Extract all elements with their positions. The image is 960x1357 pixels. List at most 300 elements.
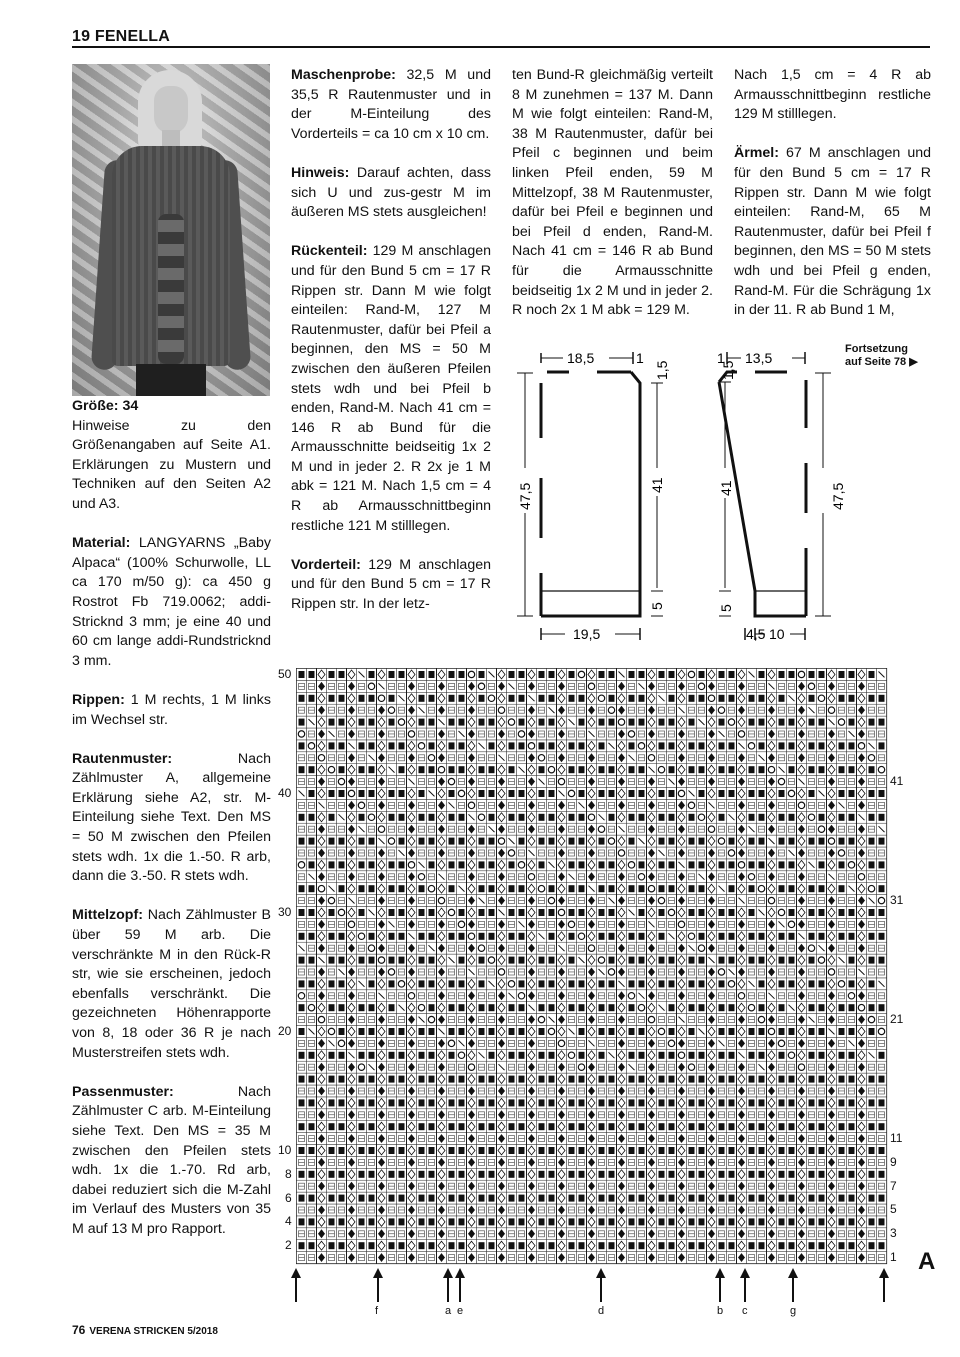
chart-cell — [507, 788, 517, 800]
chart-cell — [797, 716, 807, 728]
chart-cell — [627, 1073, 637, 1085]
chart-cell — [747, 776, 757, 788]
chart-cell — [537, 859, 547, 871]
chart-cell — [737, 966, 747, 978]
chart-cell — [517, 799, 527, 811]
chart-cell — [717, 716, 727, 728]
chart-cell — [697, 895, 707, 907]
chart-cell — [457, 907, 467, 919]
chart-cell — [787, 895, 797, 907]
chart-cell — [817, 669, 827, 681]
chart-cell — [497, 704, 507, 716]
chart-cell — [587, 1061, 597, 1073]
chart-cell — [507, 954, 517, 966]
chart-cell — [687, 918, 697, 930]
chart-cell — [747, 930, 757, 942]
chart-cell — [817, 930, 827, 942]
chart-cell — [457, 942, 467, 954]
chart-cell — [427, 669, 437, 681]
chart-cell — [547, 918, 557, 930]
chart-cell — [567, 1145, 577, 1157]
chart-cell — [757, 966, 767, 978]
chart-cell — [367, 823, 377, 835]
chart-cell — [487, 1252, 497, 1264]
chart-cell — [607, 823, 617, 835]
chart-cell — [867, 966, 877, 978]
chart-cell — [397, 895, 407, 907]
chart-cell — [597, 788, 607, 800]
chart-cell — [297, 1097, 307, 1109]
chart-cell — [707, 811, 717, 823]
chart-cell — [327, 1073, 337, 1085]
chart-cell — [537, 1002, 547, 1014]
chart-cell — [507, 752, 517, 764]
chart-cell — [487, 740, 497, 752]
chart-cell — [567, 942, 577, 954]
chart-cell — [617, 859, 627, 871]
chart-cell — [597, 1228, 607, 1240]
chart-cell — [437, 799, 447, 811]
chart-cell — [817, 859, 827, 871]
chart-cell — [407, 847, 417, 859]
chart-cell — [467, 1240, 477, 1252]
chart-cell — [727, 1133, 737, 1145]
chart-cell — [427, 680, 437, 692]
chart-cell — [417, 752, 427, 764]
chart-cell — [827, 1109, 837, 1121]
chart-cell — [737, 1026, 747, 1038]
chart-cell — [707, 669, 717, 681]
chart-cell — [307, 883, 317, 895]
chart-cell — [327, 1002, 337, 1014]
chart-cell — [307, 1145, 317, 1157]
chart-cell — [357, 1204, 367, 1216]
chart-cell — [807, 918, 817, 930]
chart-cell — [627, 835, 637, 847]
chart-cell — [437, 1109, 447, 1121]
chart-cell — [757, 1049, 767, 1061]
chart-cell — [837, 1168, 847, 1180]
chart-cell — [627, 907, 637, 919]
chart-cell — [517, 788, 527, 800]
chart-cell — [657, 1216, 667, 1228]
chart-cell — [317, 1109, 327, 1121]
chart-cell — [587, 704, 597, 716]
chart-cell — [857, 1073, 867, 1085]
chart-cell — [467, 942, 477, 954]
chart-cell — [797, 799, 807, 811]
chart-cell — [487, 1228, 497, 1240]
chart-cell — [337, 752, 347, 764]
chart-cell — [477, 823, 487, 835]
chart-cell — [387, 847, 397, 859]
chart-cell — [377, 1133, 387, 1145]
chart-cell — [687, 1216, 697, 1228]
chart-cell — [507, 930, 517, 942]
chart-cell — [617, 1216, 627, 1228]
chart-cell — [577, 823, 587, 835]
chart-cell — [297, 871, 307, 883]
chart-cell — [397, 728, 407, 740]
chart-cell — [457, 990, 467, 1002]
chart-cell — [637, 1061, 647, 1073]
chart-cell — [497, 1252, 507, 1264]
chart-cell — [517, 859, 527, 871]
chart-cell — [707, 1240, 717, 1252]
chart-cell — [727, 895, 737, 907]
chart-cell — [297, 1085, 307, 1097]
chart-cell — [327, 1156, 337, 1168]
chart-cell — [747, 740, 757, 752]
chart-cell — [807, 1109, 817, 1121]
chart-cell — [727, 1192, 737, 1204]
chart-cell — [367, 930, 377, 942]
chart-cell — [557, 823, 567, 835]
chart-cell — [427, 954, 437, 966]
chart-cell — [827, 764, 837, 776]
chart-cell — [687, 835, 697, 847]
chart-cell — [727, 669, 737, 681]
chart-cell — [607, 1014, 617, 1026]
chart-cell — [617, 799, 627, 811]
chart-cell — [457, 1192, 467, 1204]
chart-cell — [697, 1192, 707, 1204]
chart-cell — [527, 1097, 537, 1109]
chart-cell — [787, 1073, 797, 1085]
chart-cell — [827, 918, 837, 930]
chart-cell — [667, 680, 677, 692]
chart-cell — [587, 930, 597, 942]
chart-cell — [737, 740, 747, 752]
chart-cell — [497, 1073, 507, 1085]
chart-cell — [727, 704, 737, 716]
chart-cell — [797, 1204, 807, 1216]
chart-cell — [727, 1168, 737, 1180]
chart-cell — [877, 954, 887, 966]
chart-cell — [747, 716, 757, 728]
chart-cell — [877, 1002, 887, 1014]
chart-cell — [867, 716, 877, 728]
chart-cell — [307, 1085, 317, 1097]
chart-cell — [427, 1133, 437, 1145]
chart-cell — [327, 1180, 337, 1192]
chart-cell — [697, 704, 707, 716]
chart-cell — [847, 811, 857, 823]
chart-cell — [717, 788, 727, 800]
chart-cell — [337, 692, 347, 704]
chart-cell — [627, 728, 637, 740]
chart-cell — [637, 1026, 647, 1038]
chart-cell — [867, 1145, 877, 1157]
chart-cell — [817, 1145, 827, 1157]
chart-cell — [827, 954, 837, 966]
chart-cell — [457, 1204, 467, 1216]
chart-cell — [437, 716, 447, 728]
chart-cell — [337, 1109, 347, 1121]
chart-cell — [737, 883, 747, 895]
chart-cell — [817, 692, 827, 704]
chart-cell — [547, 930, 557, 942]
chart-cell — [637, 1121, 647, 1133]
chart-cell — [327, 954, 337, 966]
chart-cell — [447, 1180, 457, 1192]
chart-cell — [807, 704, 817, 716]
chart-cell — [347, 1192, 357, 1204]
knitting-chart-a — [296, 668, 888, 1265]
chart-cell — [527, 1109, 537, 1121]
chart-cell — [777, 1216, 787, 1228]
chart-cell — [707, 966, 717, 978]
chart-cell — [607, 1180, 617, 1192]
chart-cell — [577, 1204, 587, 1216]
chart-cell — [527, 883, 537, 895]
chart-cell — [857, 1037, 867, 1049]
chart-cell — [877, 1192, 887, 1204]
chart-cell — [837, 692, 847, 704]
chart-cell — [477, 1145, 487, 1157]
chart-cell — [777, 1180, 787, 1192]
chart-cell — [847, 1145, 857, 1157]
chart-cell — [617, 1085, 627, 1097]
chart-cell — [487, 1156, 497, 1168]
chart-cell — [837, 1240, 847, 1252]
chart-cell — [677, 752, 687, 764]
chart-cell — [847, 930, 857, 942]
chart-cell — [427, 1109, 437, 1121]
chart-cell — [497, 1156, 507, 1168]
chart-cell — [377, 799, 387, 811]
chart-cell — [357, 1097, 367, 1109]
chart-cell — [347, 740, 357, 752]
chart-cell — [577, 776, 587, 788]
chart-cell — [477, 1061, 487, 1073]
chart-cell — [717, 1156, 727, 1168]
chart-cell — [357, 990, 367, 1002]
chart-cell — [667, 990, 677, 1002]
chart-cell — [737, 1109, 747, 1121]
chart-cell — [857, 942, 867, 954]
chart-cell — [857, 859, 867, 871]
chart-cell — [737, 728, 747, 740]
chart-cell — [877, 680, 887, 692]
chart-cell — [867, 930, 877, 942]
chart-cell — [717, 907, 727, 919]
chart-cell — [427, 835, 437, 847]
chart-cell — [317, 1192, 327, 1204]
chart-cell — [327, 1085, 337, 1097]
chart-cell — [797, 895, 807, 907]
chart-cell — [427, 907, 437, 919]
chart-cell — [527, 1133, 537, 1145]
chart-cell — [297, 1061, 307, 1073]
chart-cell — [697, 859, 707, 871]
chart-cell — [667, 1252, 677, 1264]
chart-cell — [817, 823, 827, 835]
chart-cell — [847, 669, 857, 681]
chart-cell — [337, 907, 347, 919]
chart-cell — [297, 1240, 307, 1252]
chart-cell — [667, 1049, 677, 1061]
chart-cell — [867, 1252, 877, 1264]
chart-cell — [587, 1049, 597, 1061]
chart-cell — [517, 752, 527, 764]
chart-cell — [817, 1240, 827, 1252]
chart-cell — [297, 859, 307, 871]
chart-cell — [377, 1085, 387, 1097]
chart-cell — [827, 1156, 837, 1168]
chart-cell — [767, 859, 777, 871]
chart-cell — [467, 799, 477, 811]
chart-cell — [837, 930, 847, 942]
arrow-shaft — [459, 1276, 461, 1302]
chart-cell — [387, 1156, 397, 1168]
chart-cell — [777, 1168, 787, 1180]
chart-cell — [777, 1156, 787, 1168]
chart-cell — [507, 918, 517, 930]
chart-cell — [757, 847, 767, 859]
chart-cell — [607, 1168, 617, 1180]
chart-cell — [447, 1085, 457, 1097]
chart-cell — [797, 1192, 807, 1204]
chart-cell — [547, 799, 557, 811]
chart-cell — [457, 895, 467, 907]
chart-cell — [697, 1097, 707, 1109]
chart-cell — [577, 978, 587, 990]
chart-cell — [567, 740, 577, 752]
chart-cell — [307, 871, 317, 883]
chart-cell — [517, 728, 527, 740]
chart-cell — [317, 978, 327, 990]
chart-cell — [517, 1180, 527, 1192]
arrow-shaft — [719, 1276, 721, 1302]
chart-cell — [667, 1085, 677, 1097]
chart-cell — [447, 978, 457, 990]
chart-cell — [467, 978, 477, 990]
chart-cell — [577, 1085, 587, 1097]
chart-cell — [547, 1240, 557, 1252]
chart-cell — [637, 1085, 647, 1097]
chart-cell — [567, 1216, 577, 1228]
chart-cell — [657, 1014, 667, 1026]
chart-cell — [817, 895, 827, 907]
chart-cell — [457, 930, 467, 942]
chart-cell — [317, 942, 327, 954]
page-number: 76 — [72, 1323, 86, 1337]
chart-cell — [427, 1097, 437, 1109]
chart-cell — [527, 776, 537, 788]
chart-cell — [707, 942, 717, 954]
chart-cell — [407, 1037, 417, 1049]
chart-cell — [767, 930, 777, 942]
chart-cell — [667, 669, 677, 681]
chart-cell — [307, 752, 317, 764]
chart-cell — [687, 1156, 697, 1168]
chart-cell — [577, 764, 587, 776]
chart-cell — [467, 1216, 477, 1228]
chart-cell — [507, 1240, 517, 1252]
chart-cell — [407, 978, 417, 990]
chart-cell — [427, 871, 437, 883]
chart-cell — [537, 907, 547, 919]
chart-cell — [607, 847, 617, 859]
chart-cell — [347, 1168, 357, 1180]
chart-cell — [857, 883, 867, 895]
chart-cell — [637, 1073, 647, 1085]
chart-cell — [637, 1097, 647, 1109]
chart-cell — [817, 752, 827, 764]
chart-cell — [547, 1097, 557, 1109]
chart-cell — [427, 776, 437, 788]
chart-cell — [417, 907, 427, 919]
chart-cell — [637, 1156, 647, 1168]
chart-cell — [807, 1156, 817, 1168]
chart-cell — [767, 811, 777, 823]
chart-cell — [447, 859, 457, 871]
chart-cell — [587, 776, 597, 788]
passen-text: Nach Zählmuster C arb. M-Einteilung siehe Text. Den MS = 35 M zwischen den Pfeilen stets wdh. 1x die 1.-70. Rd arb, dabei reduziert sich die M-Zahl im Verlauf des Musters von 35 M auf 13 M pro Rapport. — [72, 1083, 271, 1237]
chart-cell — [517, 669, 527, 681]
chart-cell — [347, 1216, 357, 1228]
chart-cell — [557, 1145, 567, 1157]
chart-cell — [727, 728, 737, 740]
chart-cell — [507, 990, 517, 1002]
chart-cell — [587, 811, 597, 823]
chart-cell — [717, 954, 727, 966]
chart-cell — [827, 883, 837, 895]
chart-cell — [557, 907, 567, 919]
chart-cell — [797, 907, 807, 919]
chart-cell — [727, 942, 737, 954]
chart-cell — [667, 942, 677, 954]
chart-cell — [747, 1252, 757, 1264]
chart-cell — [707, 1109, 717, 1121]
chart-cell — [397, 740, 407, 752]
chart-cell — [777, 966, 787, 978]
chart-cell — [757, 680, 767, 692]
chart-cell — [667, 871, 677, 883]
chart-cell — [307, 776, 317, 788]
chart-cell — [527, 1204, 537, 1216]
chart-cell — [557, 1252, 567, 1264]
chart-cell — [507, 680, 517, 692]
chart-cell — [437, 1192, 447, 1204]
chart-cell — [777, 752, 787, 764]
chart-cell — [527, 728, 537, 740]
chart-cell — [417, 1216, 427, 1228]
chart-cell — [357, 1216, 367, 1228]
chart-cell — [667, 859, 677, 871]
chart-cell — [677, 1049, 687, 1061]
chart-cell — [487, 1216, 497, 1228]
chart-cell — [787, 811, 797, 823]
chart-cell — [527, 1180, 537, 1192]
chart-cell — [867, 776, 877, 788]
chart-cell — [357, 1156, 367, 1168]
chart-cell — [787, 835, 797, 847]
chart-cell — [617, 740, 627, 752]
chart-cell — [567, 966, 577, 978]
chart-cell — [417, 1133, 427, 1145]
chart-cell — [347, 1097, 357, 1109]
chart-cell — [437, 1002, 447, 1014]
chart-cell — [707, 776, 717, 788]
chart-cell — [647, 847, 657, 859]
chart-cell — [477, 740, 487, 752]
chart-cell — [527, 1145, 537, 1157]
chart-cell — [617, 823, 627, 835]
chart-cell — [497, 1002, 507, 1014]
chart-cell — [387, 1037, 397, 1049]
